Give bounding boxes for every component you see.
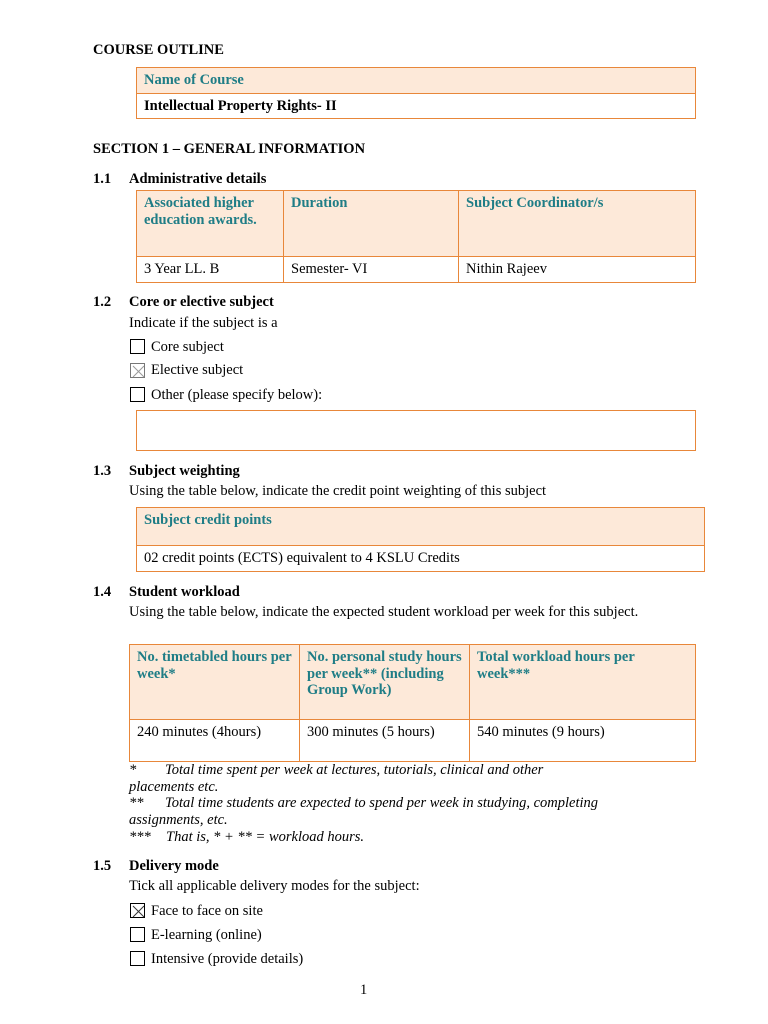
e-learning-label: E-learning (online) xyxy=(151,927,262,943)
duration-header: Duration xyxy=(284,191,459,257)
course-name-header: Name of Course xyxy=(137,68,696,94)
note-text-2: Total time students are expected to spend per week in studying, completing assignments, etc. xyxy=(129,795,599,828)
elective-subject-checkbox[interactable] xyxy=(130,363,145,378)
personal-study-value: 300 minutes (5 hours) xyxy=(300,720,470,762)
awards-header: Associated higher education awards. xyxy=(137,191,284,257)
other-subject-checkbox[interactable] xyxy=(130,387,145,402)
awards-value: 3 Year LL. B xyxy=(137,257,284,283)
doc-title: COURSE OUTLINE xyxy=(93,42,224,58)
s1-2-number: 1.2 xyxy=(93,294,112,310)
total-workload-value: 540 minutes (9 hours) xyxy=(470,720,696,762)
checkbox-cross-icon xyxy=(131,904,146,919)
s1-3-intro: Using the table below, indicate the credit point weighting of this subject xyxy=(129,483,547,499)
timetabled-hours-header: No. timetabled hours per week* xyxy=(130,645,300,720)
elective-subject-label: Elective subject xyxy=(151,362,244,378)
coordinator-value: Nithin Rajeev xyxy=(459,257,696,283)
note-mark-3: *** xyxy=(129,829,151,845)
s1-2-intro: Indicate if the subject is a xyxy=(129,315,278,331)
credit-points-value: 02 credit points (ECTS) equivalent to 4 KSLU Credits xyxy=(137,546,705,572)
s1-5-title: Delivery mode xyxy=(129,858,219,874)
s1-3-title: Subject weighting xyxy=(129,463,240,479)
e-learning-checkbox[interactable] xyxy=(130,927,145,942)
checkbox-cross-icon xyxy=(131,364,146,379)
other-specify-box[interactable] xyxy=(136,410,696,451)
s1-1-title: Administrative details xyxy=(129,171,267,187)
note-text-3: That is, * + ** = workload hours. xyxy=(166,829,365,845)
timetabled-hours-value: 240 minutes (4hours) xyxy=(130,720,300,762)
intensive-checkbox[interactable] xyxy=(130,951,145,966)
s1-4-title: Student workload xyxy=(129,584,240,600)
note-mark-2: ** xyxy=(129,795,144,811)
s1-5-number: 1.5 xyxy=(93,858,112,874)
course-name-value: Intellectual Property Rights- II xyxy=(137,93,696,119)
face-to-face-label: Face to face on site xyxy=(151,903,263,919)
face-to-face-checkbox[interactable] xyxy=(130,903,145,918)
personal-study-header: No. personal study hours per week** (including Group Work) xyxy=(300,645,470,720)
course-name-table xyxy=(136,67,696,119)
s1-5-intro: Tick all applicable delivery modes for the subject: xyxy=(129,878,420,894)
s1-3-number: 1.3 xyxy=(93,463,112,479)
coordinator-header: Subject Coordinator/s xyxy=(459,191,696,257)
credit-points-table xyxy=(136,507,705,572)
credit-points-header: Subject credit points xyxy=(137,508,705,546)
section1-title: SECTION 1 – GENERAL INFORMATION xyxy=(93,141,366,157)
note-text-1: Total time spent per week at lectures, tutorials, clinical and other placements etc. xyxy=(129,762,544,795)
workload-table xyxy=(129,644,696,762)
s1-4-number: 1.4 xyxy=(93,584,112,600)
s1-2-title: Core or elective subject xyxy=(129,294,274,310)
page-number: 1 xyxy=(360,982,368,998)
admin-details-table xyxy=(136,190,696,283)
core-subject-label: Core subject xyxy=(151,339,224,355)
duration-value: Semester- VI xyxy=(284,257,459,283)
other-subject-label: Other (please specify below): xyxy=(151,387,323,403)
s1-4-intro: Using the table below, indicate the expected student workload per week for this subject. xyxy=(129,604,639,620)
total-workload-header: Total workload hours per week*** xyxy=(470,645,696,720)
intensive-label: Intensive (provide details) xyxy=(151,951,304,967)
note-mark-1: * xyxy=(129,762,137,778)
core-subject-checkbox[interactable] xyxy=(130,339,145,354)
s1-1-number: 1.1 xyxy=(93,171,112,187)
